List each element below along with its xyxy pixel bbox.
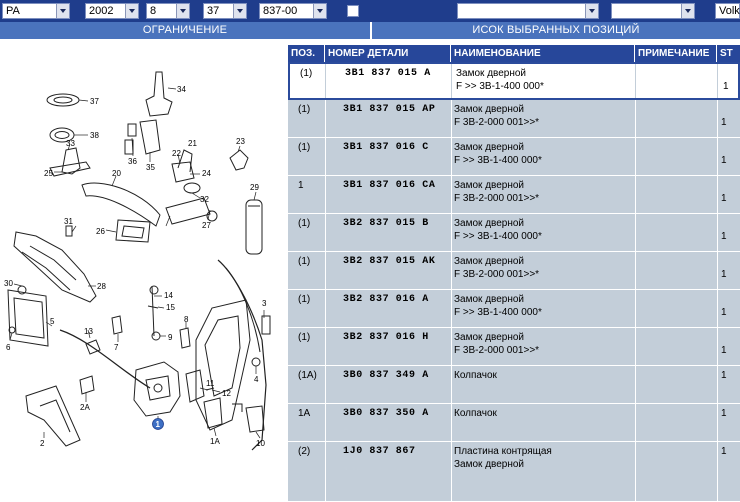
row-part-number[interactable]: 3B2 837 016 A xyxy=(343,294,429,305)
row-name: Замок дверной F >> 3B-1-400 000* xyxy=(454,294,542,318)
row-pos: (1) xyxy=(298,332,311,343)
table-row[interactable] xyxy=(288,252,740,290)
part-34-key xyxy=(146,72,172,116)
callout-32: 32 xyxy=(200,195,209,204)
selected-items-header[interactable] xyxy=(372,22,740,39)
selected-items-header-label: ИСОК ВЫБРАННЫХ ПОЗИЦИЙ xyxy=(472,24,640,36)
callout-8: 8 xyxy=(184,315,189,324)
part-9-washer xyxy=(152,332,160,340)
row-part-number[interactable]: 3B0 837 350 A xyxy=(343,408,429,419)
row-pos: (1) xyxy=(300,68,313,79)
part-23-key xyxy=(230,150,248,170)
part-29-spray-can xyxy=(246,200,262,254)
sub-group-value: 37 xyxy=(207,5,220,17)
illustration-value: 837-00 xyxy=(263,5,298,17)
row-name: Колпачок xyxy=(454,408,497,419)
row-part-number[interactable]: 1J0 837 867 xyxy=(343,446,416,457)
year-value: 2002 xyxy=(89,5,114,17)
row-qty: 1 xyxy=(721,408,727,419)
callout-31: 31 xyxy=(64,217,73,226)
row-name: Замок дверной F 3B-2-000 001>>* xyxy=(454,256,540,280)
part-26-carrier xyxy=(116,220,150,242)
market-select[interactable] xyxy=(2,3,70,19)
filter-checkbox[interactable] xyxy=(347,5,359,17)
part-7-clip xyxy=(112,316,122,334)
callout-21: 21 xyxy=(188,139,197,148)
part-4-nut xyxy=(252,358,260,366)
chevron-down-icon[interactable] xyxy=(56,4,69,18)
row-qty: 1 xyxy=(723,81,729,92)
part-37-seal xyxy=(47,94,79,106)
row-qty: 1 xyxy=(721,231,727,242)
row-name: Замок дверной F >> 3B-1-400 000* xyxy=(454,218,542,242)
row-qty: 1 xyxy=(721,345,727,356)
row-qty: 1 xyxy=(721,307,727,318)
row-name: Колпачок xyxy=(454,370,497,381)
row-pos: (1A) xyxy=(298,370,317,381)
part-33-key-tab xyxy=(62,148,80,174)
callout-37: 37 xyxy=(90,97,99,106)
col-name[interactable]: НАИМЕНОВАНИЕ xyxy=(451,45,635,62)
part-13-cable xyxy=(60,330,150,388)
callout-38: 38 xyxy=(90,131,99,140)
option-select-2[interactable] xyxy=(611,3,695,19)
year-select[interactable] xyxy=(85,3,139,19)
row-pos: (1) xyxy=(298,294,311,305)
table-row[interactable] xyxy=(288,404,740,442)
table-row[interactable] xyxy=(288,366,740,404)
chevron-down-icon[interactable] xyxy=(681,4,694,18)
part-1-lock xyxy=(134,362,180,416)
part-35-cylinder xyxy=(140,120,160,154)
row-part-number[interactable]: 3B0 837 349 A xyxy=(343,370,429,381)
part-20-handle xyxy=(82,183,160,226)
row-name: Замок дверной F >> 3B-1-400 000* xyxy=(456,68,544,92)
table-row[interactable] xyxy=(288,442,740,502)
chevron-down-icon[interactable] xyxy=(125,4,138,18)
callout-5: 5 xyxy=(50,317,55,326)
callout-12: 12 xyxy=(222,389,231,398)
col-part-number[interactable]: НОМЕР ДЕТАЛИ xyxy=(325,45,451,62)
part-31-screw xyxy=(66,226,72,236)
row-name: Пластина контрящая Замок дверной xyxy=(454,446,552,470)
callout-2: 2 xyxy=(40,439,45,448)
model-select[interactable] xyxy=(715,3,740,19)
filter-bar xyxy=(0,0,740,22)
col-qty[interactable]: ST xyxy=(720,48,733,59)
row-part-number[interactable]: 3B2 837 016 H xyxy=(343,332,429,343)
row-part-number[interactable]: 3B1 837 015 A xyxy=(345,68,431,79)
row-pos: (2) xyxy=(298,446,311,457)
table-row[interactable] xyxy=(288,62,740,100)
row-name: Замок дверной F 3B-2-000 001>>* xyxy=(454,180,540,204)
callout-2A: 2A xyxy=(80,403,90,412)
part-24-bolt xyxy=(184,183,200,193)
row-part-number[interactable]: 3B2 837 015 AK xyxy=(343,256,436,267)
part-8-bolt xyxy=(180,328,190,348)
table-row[interactable] xyxy=(288,328,740,366)
row-name: Замок дверной F >> 3B-1-400 000* xyxy=(454,142,542,166)
market-value: PA xyxy=(6,5,20,17)
row-pos: (1) xyxy=(298,218,311,229)
part-2-plate xyxy=(26,386,80,446)
callout-28: 28 xyxy=(97,282,106,291)
chevron-down-icon[interactable] xyxy=(585,4,598,18)
callout-13: 13 xyxy=(84,327,93,336)
table-row[interactable] xyxy=(288,214,740,252)
table-row[interactable] xyxy=(288,100,740,138)
callout-34: 34 xyxy=(177,85,186,94)
main-group-value: 8 xyxy=(150,5,157,17)
main-group-select[interactable] xyxy=(146,3,190,19)
callout-26: 26 xyxy=(96,227,105,236)
restriction-header-label: ОГРАНИЧЕНИЕ xyxy=(142,24,228,36)
row-pos: 1A xyxy=(298,408,311,419)
sub-group-select[interactable] xyxy=(203,3,247,19)
row-part-number[interactable]: 3B2 837 015 B xyxy=(343,218,429,229)
row-part-number[interactable]: 3B1 837 016 CA xyxy=(343,180,436,191)
row-name: Замок дверной F 3B-2-000 001>>* xyxy=(454,104,540,128)
row-qty: 1 xyxy=(721,370,727,381)
row-part-number[interactable]: 3B1 837 015 AP xyxy=(343,104,436,115)
callout-6: 6 xyxy=(6,343,11,352)
callout-22: 22 xyxy=(172,149,181,158)
illustration-select[interactable] xyxy=(259,3,327,19)
row-pos: 1 xyxy=(298,180,304,191)
callout-9: 9 xyxy=(168,333,173,342)
part-2A-clip xyxy=(80,376,94,394)
row-qty: 1 xyxy=(721,117,727,128)
row-qty: 1 xyxy=(721,155,727,166)
callout-36: 36 xyxy=(128,157,137,166)
row-part-number[interactable]: 3B1 837 016 C xyxy=(343,142,429,153)
row-name: Замок дверной F 3B-2-000 001>>* xyxy=(454,332,540,356)
part-3-washer xyxy=(262,316,270,334)
callout-25: 25 xyxy=(44,169,53,178)
part-10-striker xyxy=(246,406,264,432)
callout-27: 27 xyxy=(202,221,211,230)
col-pos[interactable]: ПОЗ. xyxy=(288,45,325,62)
option-select-1[interactable] xyxy=(457,3,599,19)
body-outline-inner xyxy=(226,268,260,352)
table-row[interactable] xyxy=(288,176,740,214)
callout-23: 23 xyxy=(236,137,245,146)
callout-20: 20 xyxy=(112,169,121,178)
col-note[interactable]: ПРИМЕЧАНИЕ xyxy=(635,45,717,62)
row-pos: (1) xyxy=(298,104,311,115)
model-value: Volk xyxy=(719,5,740,17)
callout-7: 7 xyxy=(114,343,119,352)
part-11-bracket xyxy=(186,370,204,402)
parts-diagram xyxy=(0,40,285,457)
callout-3: 3 xyxy=(262,299,267,308)
chevron-down-icon[interactable] xyxy=(313,4,326,18)
restriction-header[interactable] xyxy=(0,22,370,39)
body-outline xyxy=(218,260,266,450)
chevron-down-icon[interactable] xyxy=(233,4,246,18)
callout-10: 10 xyxy=(256,439,265,448)
callout-11: 11 xyxy=(206,379,215,388)
row-qty: 1 xyxy=(721,193,727,204)
table-header xyxy=(288,45,740,62)
row-qty: 1 xyxy=(721,446,727,457)
chevron-down-icon[interactable] xyxy=(176,4,189,18)
row-pos: (1) xyxy=(298,142,311,153)
callout-29: 29 xyxy=(250,183,259,192)
callout-24: 24 xyxy=(202,169,211,178)
callout-14: 14 xyxy=(164,291,173,300)
callout-35: 35 xyxy=(146,163,155,172)
callout-30: 30 xyxy=(4,279,13,288)
callout-33: 33 xyxy=(66,139,75,148)
table-row[interactable] xyxy=(288,138,740,176)
table-row[interactable] xyxy=(288,290,740,328)
part-28-carrier xyxy=(14,232,96,302)
part-36-insert xyxy=(128,124,136,136)
row-qty: 1 xyxy=(721,269,727,280)
callout-1A: 1A xyxy=(210,437,220,446)
callout-4: 4 xyxy=(254,375,259,384)
selected-part-label: 1 xyxy=(155,420,160,429)
callout-15: 15 xyxy=(166,303,175,312)
row-pos: (1) xyxy=(298,256,311,267)
